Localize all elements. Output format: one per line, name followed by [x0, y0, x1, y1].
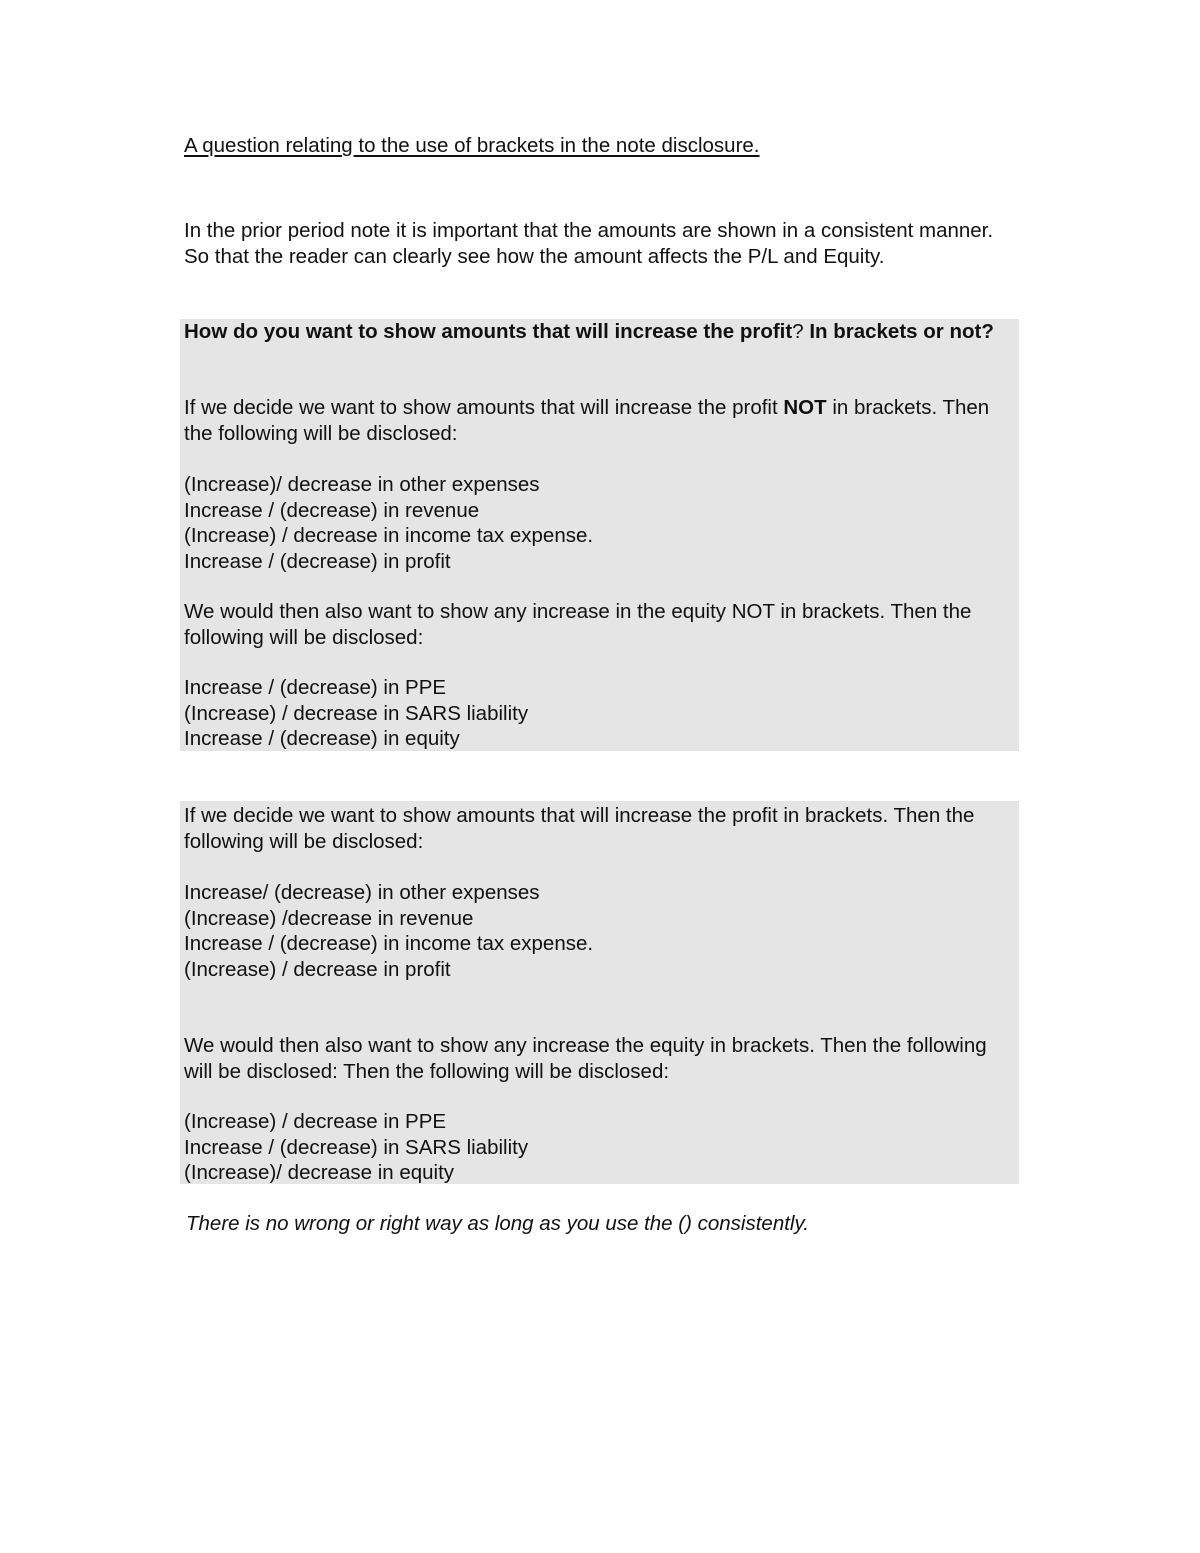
- list-item: (Increase) / decrease in PPE: [184, 1110, 447, 1133]
- list-item: (Increase) /decrease in revenue: [184, 906, 474, 930]
- question-heading: [184, 319, 1012, 345]
- section-in-brackets: [180, 801, 1019, 1184]
- section1-equity-statement: We would then also want to show any increase in the equity NOT in brackets. Then the following will be disclosed:: [184, 600, 972, 649]
- list-item: Increase / (decrease) in profit: [184, 549, 451, 573]
- list-item: Increase / (decrease) in SARS liability: [184, 1135, 529, 1159]
- section1-statement-before: If we decide we want to show amounts that will increase the profit: [184, 396, 784, 419]
- list-item: (Increase) / decrease in profit: [184, 957, 451, 981]
- list-item: Increase / (decrease) in PPE: [184, 676, 447, 699]
- question-part2: In brackets or not?: [803, 320, 994, 343]
- list-item: Increase / (decrease) in revenue: [184, 498, 480, 522]
- list-item: Increase/ (decrease) in other expenses: [184, 881, 540, 904]
- list-item: (Increase)/ decrease in equity: [184, 1161, 455, 1184]
- section1-equity-list: [184, 675, 1012, 752]
- section2-equity-statement: We would then also want to show any increase the equity in brackets. Then the following will be disclosed: Then the following will be disclosed:: [184, 1034, 987, 1083]
- section2-statement: If we decide we want to show amounts that will increase the profit in brackets. Then the following will be disclosed:: [184, 804, 975, 853]
- section2-equity-list: [184, 1109, 1012, 1186]
- section2-profit-list: [184, 880, 1012, 982]
- list-item: (Increase) / decrease in SARS liability: [184, 701, 529, 725]
- question-part1: How do you want to show amounts that will increase the profit: [184, 320, 793, 343]
- page-title: A question relating to the use of brackets in the note disclosure.: [184, 134, 760, 157]
- list-item: (Increase) / decrease in income tax expense.: [184, 524, 594, 547]
- intro-paragraph: In the prior period note it is important that the amounts are shown in a consistent manner. So that the reader can clearly see how the amount affects the P/L and Equity.: [184, 219, 994, 268]
- section1-statement: [184, 395, 1012, 446]
- closing-remark: There is no wrong or right way as long as you use the () consistently.: [186, 1212, 809, 1235]
- section1-statement-bold: NOT: [783, 396, 827, 419]
- list-item: Increase / (decrease) in income tax expense.: [184, 932, 594, 955]
- section1-profit-list: [184, 472, 1012, 574]
- section1-statement-after: in brackets. Then the following will be disclosed:: [184, 396, 990, 445]
- list-item: (Increase)/ decrease in other expenses: [184, 473, 540, 496]
- list-item: Increase / (decrease) in equity: [184, 727, 460, 750]
- section-not-in-brackets: [180, 319, 1019, 751]
- question-mark: ?: [792, 320, 804, 343]
